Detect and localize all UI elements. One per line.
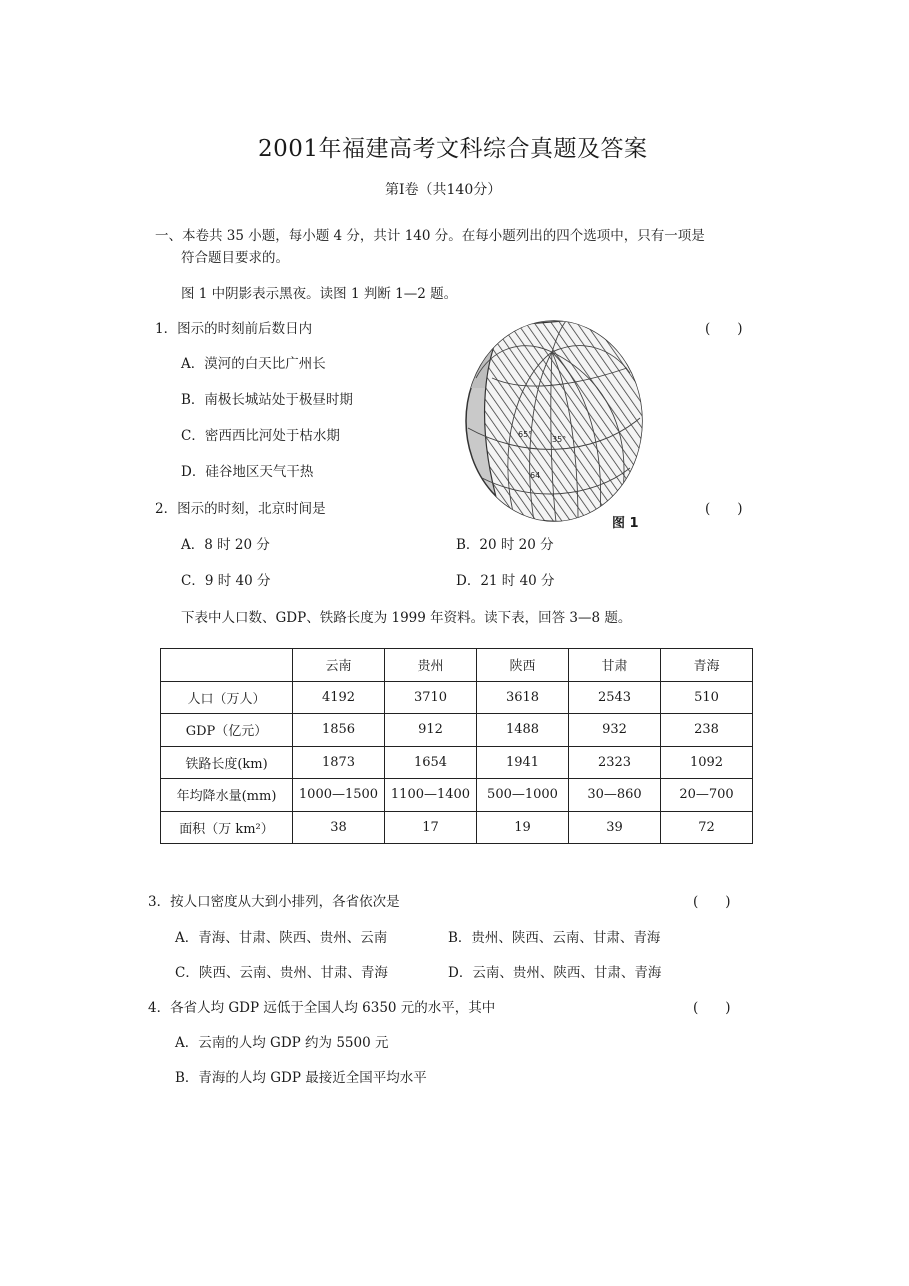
table-cell: 1000—1500 [293, 779, 385, 812]
row-label: 年均降水量(mm) [161, 779, 293, 812]
table-cell: 38 [293, 811, 385, 844]
table-cell: 19 [477, 811, 569, 844]
question-1-stem: 1．图示的时刻前后数日内 [155, 321, 313, 337]
table-cell: 1873 [293, 746, 385, 779]
q4-option-b[interactable]: B．青海的人均 GDP 最接近全国平均水平 [175, 1070, 427, 1086]
table-header-yunnan: 云南 [293, 649, 385, 682]
table-row-railway [161, 746, 753, 779]
table-header-guizhou: 贵州 [385, 649, 477, 682]
table-header-row [161, 649, 753, 682]
table-intro: 下表中人口数、GDP、铁路长度为 1999 年资料。读下表，回答 3—8 题。 [181, 610, 632, 626]
table-header-shaanxi: 陕西 [477, 649, 569, 682]
figure-intro: 图 1 中阴影表示黑夜。读图 1 判断 1—2 题。 [181, 286, 458, 302]
q2-option-a[interactable]: A．8 时 20 分 [181, 537, 270, 553]
q4-option-a[interactable]: A．云南的人均 GDP 约为 5500 元 [175, 1035, 389, 1051]
table-cell: 2543 [569, 681, 661, 714]
table-cell: 3618 [477, 681, 569, 714]
table-header-gansu: 甘肃 [569, 649, 661, 682]
page-title: 2001年福建高考文科综合真题及答案 [258, 136, 648, 162]
q1-option-a[interactable]: A．漠河的白天比广州长 [181, 356, 326, 372]
table-cell: 912 [385, 714, 477, 747]
question-3-stem: 3．按人口密度从大到小排列，各省依次是 [148, 894, 400, 910]
table-cell: 510 [661, 681, 753, 714]
answer-blank-q1[interactable]: ( ) [705, 321, 743, 337]
q3-option-b[interactable]: B．贵州、陕西、云南、甘肃、青海 [448, 930, 661, 946]
q1-option-d[interactable]: D．硅谷地区天气干热 [181, 464, 314, 480]
figure-label-64: 64 [530, 471, 541, 480]
q2-option-b[interactable]: B．20 时 20 分 [456, 537, 554, 553]
table-cell: 1941 [477, 746, 569, 779]
q2-option-d[interactable]: D．21 时 40 分 [456, 573, 555, 589]
table-header-corner [161, 649, 293, 682]
q2-option-c[interactable]: C．9 时 40 分 [181, 573, 271, 589]
table-cell: 72 [661, 811, 753, 844]
table-cell: 1488 [477, 714, 569, 747]
figure-label-35: 35° [552, 435, 567, 444]
table-cell: 4192 [293, 681, 385, 714]
q1-option-b[interactable]: B．南极长城站处于极昼时期 [181, 392, 353, 408]
table-cell: 238 [661, 714, 753, 747]
table-cell: 30—860 [569, 779, 661, 812]
province-data-table [160, 648, 753, 844]
table-cell: 17 [385, 811, 477, 844]
table-cell: 500—1000 [477, 779, 569, 812]
section-instruction-line2: 符合题目要求的。 [181, 250, 289, 266]
table-header-qinghai: 青海 [661, 649, 753, 682]
paper-subtitle: 第Ⅰ卷（共140分） [385, 182, 502, 198]
section-instruction-line1: 一、本卷共 35 小题，每小题 4 分，共计 140 分。在每小题列出的四个选项中，只有一项是 [155, 228, 705, 244]
figure-caption: 图 1 [612, 516, 639, 531]
table-cell: 932 [569, 714, 661, 747]
table-row-precipitation [161, 779, 753, 812]
table-cell: 2323 [569, 746, 661, 779]
row-label: 面积（万 km²） [161, 811, 293, 844]
figure-1-globe [462, 318, 647, 524]
table-row-area [161, 811, 753, 844]
q3-option-c[interactable]: C．陕西、云南、贵州、甘肃、青海 [175, 965, 388, 981]
answer-blank-q2[interactable]: ( ) [705, 501, 743, 517]
table-cell: 1092 [661, 746, 753, 779]
answer-blank-q3[interactable]: ( ) [693, 894, 731, 910]
answer-blank-q4[interactable]: ( ) [693, 1000, 731, 1016]
q3-option-a[interactable]: A．青海、甘肃、陕西、贵州、云南 [175, 930, 388, 946]
table-row-population [161, 681, 753, 714]
row-label: GDP（亿元） [161, 714, 293, 747]
figure-label-65: 65° [518, 430, 533, 439]
row-label: 铁路长度(km) [161, 746, 293, 779]
table-cell: 3710 [385, 681, 477, 714]
table-cell: 39 [569, 811, 661, 844]
table-row-gdp [161, 714, 753, 747]
q1-option-c[interactable]: C．密西西比河处于枯水期 [181, 428, 340, 444]
q3-option-d[interactable]: D．云南、贵州、陕西、甘肃、青海 [448, 965, 662, 981]
table-cell: 1654 [385, 746, 477, 779]
question-2-stem: 2．图示的时刻，北京时间是 [155, 501, 326, 517]
table-cell: 20—700 [661, 779, 753, 812]
question-4-stem: 4．各省人均 GDP 远低于全国人均 6350 元的水平，其中 [148, 1000, 496, 1016]
table-cell: 1856 [293, 714, 385, 747]
row-label: 人口（万人） [161, 681, 293, 714]
table-cell: 1100—1400 [385, 779, 477, 812]
